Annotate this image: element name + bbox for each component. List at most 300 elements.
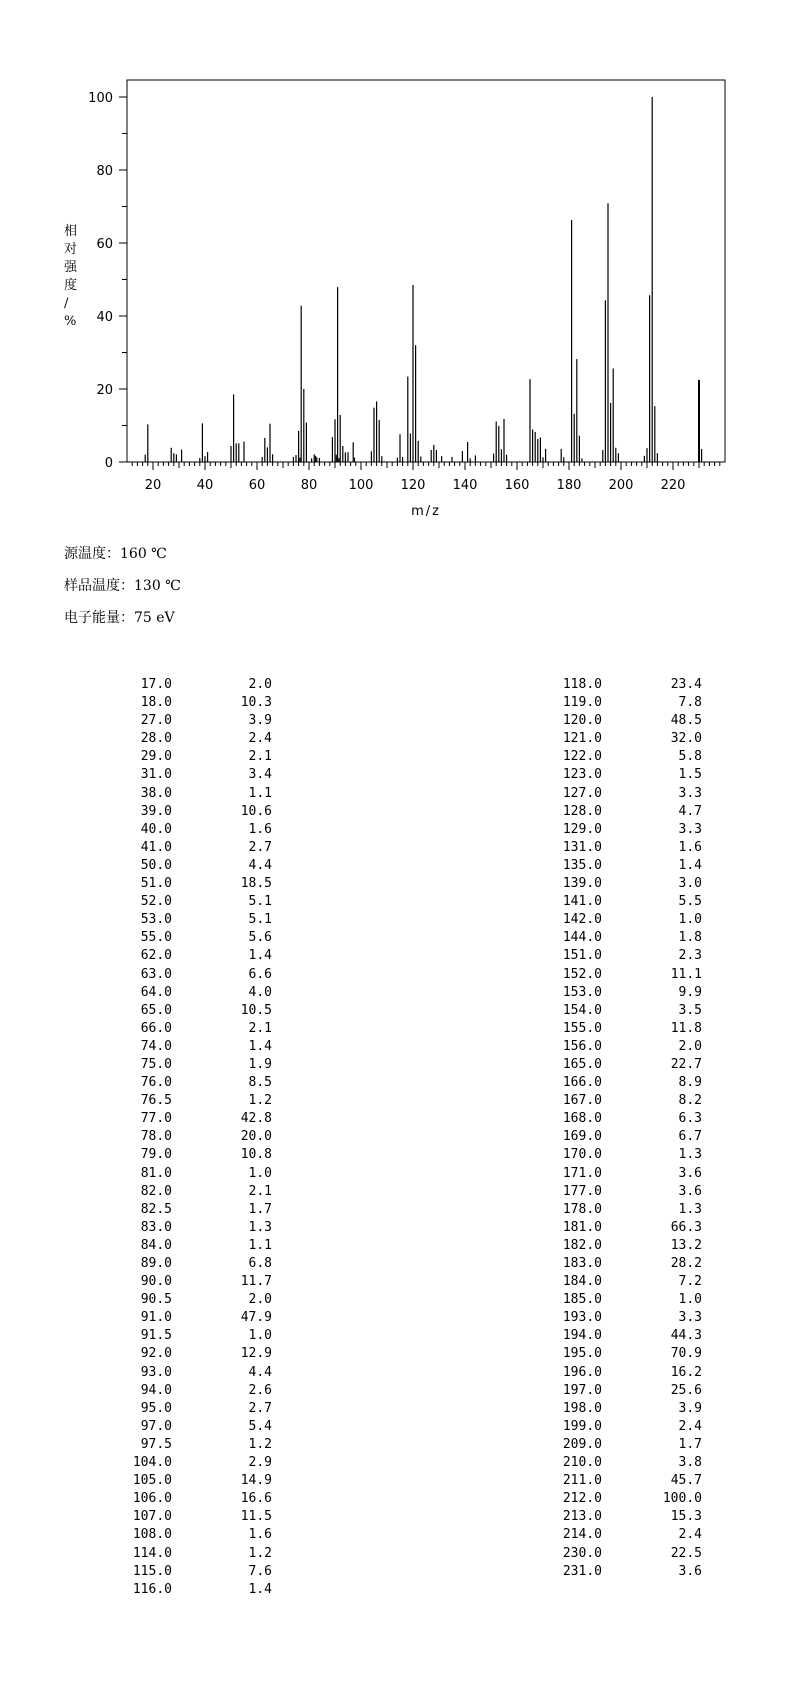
peak-row [112,1056,282,1074]
peak-mz: 209.0 [562,1436,602,1452]
peak-mz: 153.0 [562,984,602,1000]
peak-intensity: 3.9 [248,713,272,729]
x-tick-label: 140 [452,478,478,493]
peak-row [112,1002,282,1020]
peak-mz: 84.0 [140,1237,172,1253]
y-tick-label: 20 [96,383,113,398]
peak-row [542,1056,712,1074]
peak-intensity: 20.0 [240,1129,272,1145]
peak-mz: 120.0 [562,713,602,729]
peak-row [112,947,282,965]
peak-mz: 91.0 [140,1310,172,1326]
peak-bars [145,97,701,462]
peak-mz: 181.0 [562,1219,602,1235]
peak-mz: 77.0 [140,1111,172,1127]
peak-intensity: 2.0 [248,1292,272,1308]
peak-mz: 82.0 [140,1183,172,1199]
peak-intensity: 2.1 [248,749,272,765]
peak-row [542,1165,712,1183]
peak-row [542,1563,712,1581]
peak-row [112,929,282,947]
peak-intensity: 14.9 [240,1473,272,1489]
peak-row [112,1038,282,1056]
peak-row [542,1454,712,1472]
peak-mz: 76.5 [140,1093,172,1109]
y-tick-label: 60 [96,237,113,252]
peak-row [112,1418,282,1436]
peak-intensity: 2.0 [248,677,272,692]
peak-mz: 105.0 [132,1473,172,1489]
peak-mz: 79.0 [140,1147,172,1163]
peak-table-left [112,676,282,1599]
peak-row [112,1273,282,1291]
peak-row [542,1128,712,1146]
peak-intensity: 1.0 [248,1165,272,1181]
peak-intensity: 2.4 [678,1418,702,1434]
x-tick-label: 120 [400,478,426,493]
peak-intensity: 47.9 [240,1310,272,1326]
peak-mz: 165.0 [562,1056,602,1072]
peak-intensity: 1.3 [248,1219,272,1235]
peak-mz: 65.0 [140,1002,172,1018]
peak-intensity: 4.4 [248,857,272,873]
x-axis-label: m/z [411,504,441,519]
peak-row [542,1382,712,1400]
peak-mz: 184.0 [562,1274,602,1290]
peak-mz: 29.0 [140,749,172,765]
peak-mz: 63.0 [140,966,172,982]
peak-intensity: 6.7 [678,1129,702,1145]
peak-intensity: 66.3 [670,1219,702,1235]
condition-label: 样品温度： [64,578,134,594]
x-tick-label: 80 [300,478,318,493]
peak-intensity: 3.9 [678,1400,702,1416]
peak-mz: 199.0 [562,1418,602,1434]
peak-mz: 90.5 [140,1292,172,1308]
peak-row [112,1472,282,1490]
peak-mz: 118.0 [562,677,602,692]
peak-mz: 135.0 [562,857,602,873]
peak-mz: 169.0 [562,1129,602,1145]
peak-intensity: 10.5 [240,1002,272,1018]
peak-intensity: 5.5 [678,894,702,910]
peak-row [542,1110,712,1128]
peak-mz: 31.0 [140,767,172,783]
peak-row [542,893,712,911]
peak-row [112,785,282,803]
peak-intensity: 32.0 [670,731,702,747]
peak-row [112,748,282,766]
peak-mz: 197.0 [562,1382,602,1398]
peak-intensity: 18.5 [240,876,272,892]
peak-mz: 231.0 [562,1563,602,1579]
peak-mz: 123.0 [562,767,602,783]
peak-row [112,1563,282,1581]
peak-mz: 183.0 [562,1256,602,1271]
peak-intensity: 1.7 [678,1436,702,1452]
peak-intensity: 15.3 [670,1509,702,1525]
peak-row [112,1092,282,1110]
peak-mz: 97.0 [140,1418,172,1434]
peak-intensity: 1.3 [678,1147,702,1163]
peak-row [112,1508,282,1526]
peak-row [542,1291,712,1309]
peak-intensity: 1.1 [248,785,272,801]
peak-mz: 114.0 [132,1545,172,1561]
peak-mz: 17.0 [140,677,172,692]
condition-label: 源温度： [64,546,120,562]
peak-row [112,1110,282,1128]
peak-intensity: 12.9 [240,1346,272,1362]
peak-mz: 50.0 [140,857,172,873]
peak-mz: 18.0 [140,695,172,711]
peak-mz: 211.0 [562,1473,602,1489]
peak-intensity: 48.5 [670,713,702,729]
peak-mz: 52.0 [140,894,172,910]
peak-row [542,1526,712,1544]
peak-row [112,893,282,911]
peak-mz: 152.0 [562,966,602,982]
peak-mz: 142.0 [562,912,602,928]
peak-intensity: 22.5 [670,1545,702,1561]
peak-mz: 78.0 [140,1129,172,1145]
peak-mz: 166.0 [562,1075,602,1091]
peak-mz: 194.0 [562,1328,602,1344]
peak-row [112,1128,282,1146]
peak-mz: 196.0 [562,1364,602,1380]
condition-label: 电子能量： [64,610,134,626]
peak-mz: 90.0 [140,1274,172,1290]
peak-row [112,1237,282,1255]
peak-row [542,911,712,929]
peak-intensity: 2.4 [678,1527,702,1543]
plot-frame [127,80,725,462]
peak-row [112,1255,282,1273]
peak-intensity: 16.2 [670,1364,702,1380]
peak-mz: 76.0 [140,1075,172,1091]
peak-intensity: 2.7 [248,839,272,855]
peak-intensity: 44.3 [670,1328,702,1344]
x-tick-label: 40 [196,478,214,493]
peak-mz: 193.0 [562,1310,602,1326]
peak-mz: 39.0 [140,803,172,819]
peak-intensity: 3.6 [678,1165,702,1181]
peak-mz: 40.0 [140,821,172,837]
peak-intensity: 5.1 [248,912,272,928]
peak-row [112,676,282,694]
peak-intensity: 1.2 [248,1093,272,1109]
peak-mz: 38.0 [140,785,172,801]
peak-row [542,1201,712,1219]
peak-row [542,875,712,893]
peak-intensity: 5.1 [248,894,272,910]
peak-mz: 28.0 [140,731,172,747]
peak-mz: 92.0 [140,1346,172,1362]
peak-intensity: 3.5 [678,1002,702,1018]
peak-intensity: 4.4 [248,1364,272,1380]
peak-mz: 119.0 [562,695,602,711]
peak-mz: 212.0 [562,1491,602,1507]
x-tick-label: 60 [248,478,266,493]
peak-mz: 141.0 [562,894,602,910]
peak-mz: 144.0 [562,930,602,946]
x-tick-label: 100 [348,478,374,493]
peak-intensity: 13.2 [670,1237,702,1253]
peak-row [112,857,282,875]
peak-mz: 122.0 [562,749,602,765]
peak-row [112,1454,282,1472]
peak-row [542,1490,712,1508]
peak-row [112,821,282,839]
peak-mz: 155.0 [562,1020,602,1036]
peak-intensity: 1.0 [678,1292,702,1308]
peak-intensity: 2.6 [248,1382,272,1398]
peak-mz: 171.0 [562,1165,602,1181]
y-tick-label: 80 [96,164,113,179]
peak-mz: 27.0 [140,713,172,729]
peak-intensity: 1.6 [248,1527,272,1543]
peak-intensity: 6.8 [248,1256,272,1271]
peak-row [542,1183,712,1201]
peak-row [542,785,712,803]
peak-row [112,1382,282,1400]
peak-row [542,1273,712,1291]
peak-mz: 74.0 [140,1038,172,1054]
peak-intensity: 1.2 [248,1545,272,1561]
peak-intensity: 2.1 [248,1183,272,1199]
peak-intensity: 3.6 [678,1563,702,1579]
condition-electron-energy [64,602,181,634]
x-tick-label: 200 [608,478,634,493]
peak-mz: 115.0 [132,1563,172,1579]
peak-intensity: 10.8 [240,1147,272,1163]
peak-intensity: 2.0 [678,1038,702,1054]
peak-intensity: 45.7 [670,1473,702,1489]
peak-row [112,911,282,929]
peak-intensity: 70.9 [670,1346,702,1362]
peak-mz: 66.0 [140,1020,172,1036]
peak-intensity: 10.6 [240,803,272,819]
peak-mz: 210.0 [562,1455,602,1471]
peak-row [112,1581,282,1599]
peak-mz: 178.0 [562,1201,602,1217]
peak-row [112,1490,282,1508]
peak-mz: 213.0 [562,1509,602,1525]
peak-row [112,966,282,984]
peak-mz: 94.0 [140,1382,172,1398]
peak-intensity: 6.6 [248,966,272,982]
peak-mz: 170.0 [562,1147,602,1163]
peak-row [542,1345,712,1363]
peak-intensity: 1.8 [678,930,702,946]
peak-intensity: 2.4 [248,731,272,747]
peak-row [542,857,712,875]
peak-row [542,803,712,821]
peak-mz: 55.0 [140,930,172,946]
peak-intensity: 7.2 [678,1274,702,1290]
peak-mz: 107.0 [132,1509,172,1525]
peak-mz: 185.0 [562,1292,602,1308]
peak-row [112,984,282,1002]
peak-mz: 108.0 [132,1527,172,1543]
peak-mz: 91.5 [140,1328,172,1344]
peak-mz: 127.0 [562,785,602,801]
peak-row [542,730,712,748]
peak-intensity: 28.2 [670,1256,702,1271]
peak-intensity: 9.9 [678,984,702,1000]
peak-mz: 198.0 [562,1400,602,1416]
peak-mz: 214.0 [562,1527,602,1543]
peak-row [112,694,282,712]
peak-row [542,1038,712,1056]
peak-mz: 82.5 [140,1201,172,1217]
peak-mz: 95.0 [140,1400,172,1416]
peak-row [542,1146,712,1164]
peak-intensity: 5.8 [678,749,702,765]
peak-intensity: 2.1 [248,1020,272,1036]
peak-mz: 62.0 [140,948,172,964]
peak-mz: 81.0 [140,1165,172,1181]
peak-intensity: 1.4 [248,1038,272,1054]
peak-mz: 156.0 [562,1038,602,1054]
peak-intensity: 1.4 [678,857,702,873]
peak-mz: 129.0 [562,821,602,837]
peak-row [542,1400,712,1418]
peak-intensity: 3.8 [678,1455,702,1471]
peak-mz: 116.0 [132,1581,172,1597]
y-tick-label: 100 [88,91,113,106]
peak-row [542,839,712,857]
peak-mz: 177.0 [562,1183,602,1199]
peak-row [542,748,712,766]
peak-intensity: 8.2 [678,1093,702,1109]
peak-row [542,1219,712,1237]
peak-row [542,821,712,839]
peak-intensity: 23.4 [670,677,702,692]
peak-row [542,1436,712,1454]
y-tick-label: 40 [96,310,113,325]
peak-row [112,839,282,857]
peak-intensity: 1.4 [248,948,272,964]
peak-row [112,1327,282,1345]
y-tick-label: 0 [104,456,113,471]
peak-intensity: 16.6 [240,1491,272,1507]
peak-row [112,1219,282,1237]
peak-intensity: 1.3 [678,1201,702,1217]
peak-intensity: 2.9 [248,1455,272,1471]
peak-mz: 97.5 [140,1436,172,1452]
peak-table-right [542,676,712,1581]
peak-intensity: 1.6 [678,839,702,855]
peak-intensity: 3.6 [678,1183,702,1199]
peak-intensity: 1.0 [678,912,702,928]
peak-intensity: 11.7 [240,1274,272,1290]
x-tick-label: 220 [660,478,686,493]
peak-row [112,1201,282,1219]
peak-intensity: 1.6 [248,821,272,837]
peak-mz: 182.0 [562,1237,602,1253]
peak-row [542,984,712,1002]
peak-intensity: 1.9 [248,1056,272,1072]
peak-intensity: 100.0 [662,1491,702,1507]
peak-intensity: 7.6 [248,1563,272,1579]
peak-row [112,1165,282,1183]
peak-intensity: 11.1 [670,966,702,982]
x-tick-label: 20 [144,478,162,493]
peak-mz: 106.0 [132,1491,172,1507]
peak-mz: 230.0 [562,1545,602,1561]
peak-row [112,875,282,893]
peak-intensity: 4.7 [678,803,702,819]
peak-intensity: 7.8 [678,695,702,711]
peak-row [112,1074,282,1092]
peak-row [112,1291,282,1309]
peak-mz: 64.0 [140,984,172,1000]
peak-intensity: 5.6 [248,930,272,946]
peak-row [542,1074,712,1092]
peak-mz: 128.0 [562,803,602,819]
peak-mz: 41.0 [140,839,172,855]
peak-intensity: 3.4 [248,767,272,783]
peak-row [112,1364,282,1382]
peak-row [542,694,712,712]
peak-row [542,712,712,730]
peak-intensity: 22.7 [670,1056,702,1072]
peak-intensity: 1.7 [248,1201,272,1217]
peak-row [542,947,712,965]
x-axis [132,462,720,493]
peak-intensity: 1.0 [248,1328,272,1344]
peak-intensity: 11.8 [670,1020,702,1036]
peak-row [112,1146,282,1164]
peak-mz: 151.0 [562,948,602,964]
y-axis-label: 相对强度/ % [64,224,78,329]
peak-mz: 131.0 [562,839,602,855]
peak-mz: 121.0 [562,731,602,747]
peak-row [542,1020,712,1038]
peak-row [542,1364,712,1382]
peak-mz: 93.0 [140,1364,172,1380]
peak-mz: 89.0 [140,1256,172,1271]
peak-row [542,676,712,694]
peak-row [542,1309,712,1327]
peak-intensity: 25.6 [670,1382,702,1398]
peak-row [112,1400,282,1418]
peak-row [542,1237,712,1255]
peak-row [112,803,282,821]
peak-mz: 195.0 [562,1346,602,1362]
peak-row [112,1183,282,1201]
peak-row [542,1255,712,1273]
peak-intensity: 42.8 [240,1111,272,1127]
peak-row [542,1545,712,1563]
condition-value: 130 ℃ [134,578,181,594]
peak-intensity: 2.3 [678,948,702,964]
peak-mz: 167.0 [562,1093,602,1109]
peak-intensity: 11.5 [240,1509,272,1525]
peak-intensity: 1.1 [248,1237,272,1253]
instrument-conditions [64,538,181,634]
peak-row [112,1345,282,1363]
peak-row [542,929,712,947]
peak-intensity: 3.3 [678,821,702,837]
peak-row [112,1309,282,1327]
peak-intensity: 6.3 [678,1111,702,1127]
y-axis [88,91,127,471]
peak-intensity: 3.3 [678,785,702,801]
peak-mz: 154.0 [562,1002,602,1018]
peak-row [112,1545,282,1563]
